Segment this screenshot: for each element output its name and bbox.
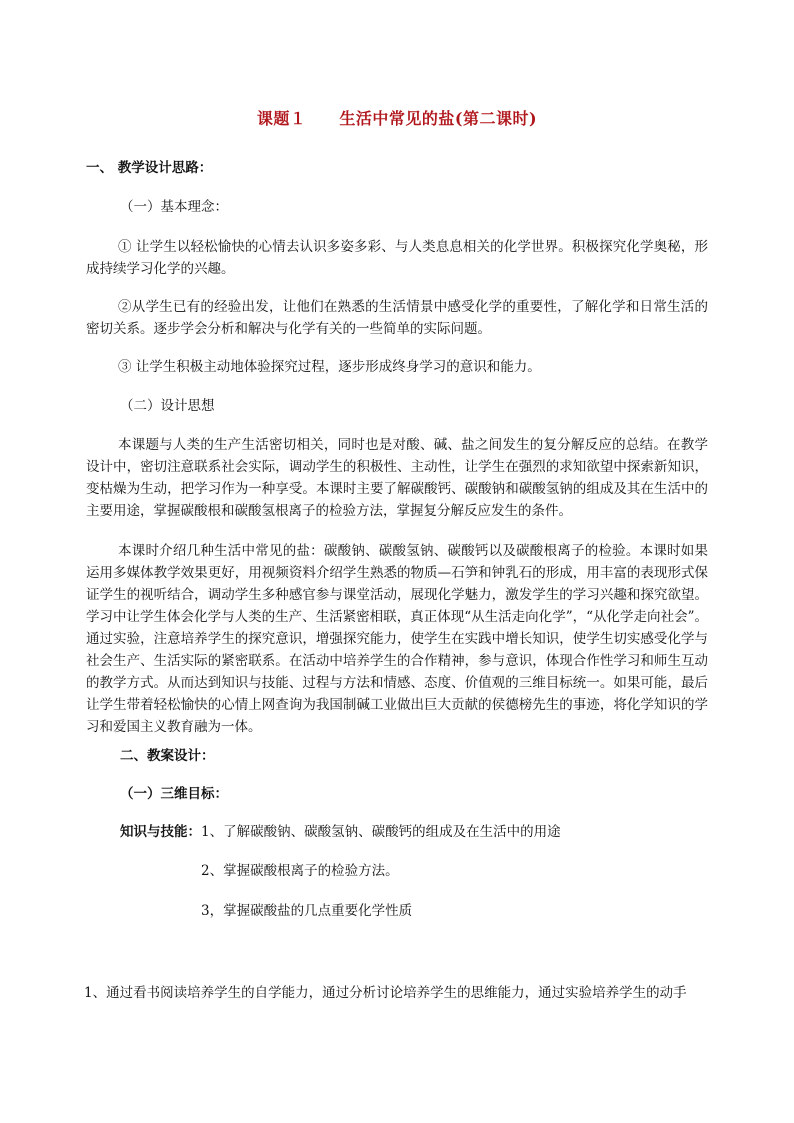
knowledge-skills-row	[120, 822, 561, 842]
knowledge-skills-label: 知识与技能：	[120, 824, 201, 840]
knowledge-item-2: 2、掌握碳酸根离子的检验方法。	[201, 863, 399, 879]
principle-item-2: ②从学生已有的经验出发，让他们在熟悉的生活情景中感受化学的重要性，了解化学和日常生活的密切关系。逐步学会分析和解决与化学有关的一些简单的实际问题。	[86, 299, 708, 337]
section2-sub1-heading: （一）三维目标：	[120, 786, 228, 802]
page-title: 课题１ 生活中常见的盐(第二课时)	[256, 109, 538, 128]
principle-item-3: ③ 让学生积极主动地体验探究过程，逐步形成终身学习的意识和能力。	[118, 359, 541, 375]
design-paragraph-1: 本课题与人类的生产生活密切相关，同时也是对酸、碱、盐之间发生的复分解反应的总结。在教学设计中，密切注意联系社会实际，调动学生的积极性、主动性，让学生在强烈的求知欲望中探索新知识，变枯燥为生动，把学习作为一种享受。本课时主要了解碳酸钙、碳酸钠和碳酸氢钠的组成及其在生活中的主要用途，掌握碳酸根和碳酸氢根离子的检验方法，掌握复分解反应发生的条件。	[86, 437, 708, 519]
section1-heading: 一、 教学设计思路：	[86, 160, 213, 176]
principle-item-1: ① 让学生以轻松愉快的心情去认识多姿多彩、与人类息息相关的化学世界。积极探究化学奥秘，形成持续学习化学的兴趣。	[86, 239, 708, 277]
section1-sub2-heading: （二）设计思想	[120, 398, 215, 414]
process-item-1: 1、通过看书阅读培养学生的自学能力，通过分析讨论培养学生的思维能力，通过实验培养学生的动手	[84, 985, 687, 1001]
knowledge-item-1: 1、了解碳酸钠、碳酸氢钠、碳酸钙的组成及在生活中的用途	[201, 824, 561, 840]
knowledge-item-3: 3，掌握碳酸盐的几点重要化学性质	[201, 903, 413, 919]
section2-heading: 二、教案设计：	[120, 748, 215, 764]
section1-sub1-heading: （一）基本理念：	[120, 199, 228, 215]
design-paragraph-2: 本课时介绍几种生活中常见的盐：碳酸钠、碳酸氢钠、碳酸钙以及碳酸根离子的检验。本课时如果运用多媒体教学效果更好，用视频资料介绍学生熟悉的物质—石笋和钟乳石的形成，用丰富的表现形式保证学生的视听结合，调动学生多种感官参与课堂活动，展现化学魅力，激发学生的学习兴趣和探究欲望。学习中让学生体会化学与人类的生产、生活紧密相联，真正体现“从生活走向化学”，“从化学走向社会”。通过实验，注意培养学生的探究意识，增强探究能力，使学生在实践中增长知识，使学生切实感受化学与社会生产、生活实际的紧密联系。在活动中培养学生的合作精神，参与意识，体现合作性学习和师生互动的教学方式。从而达到知识与技能、过程与方法和情感、态度、价值观的三维目标统一。如果可能，最后让学生带着轻松愉快的心情上网查询为我国制碱工业做出巨大贡献的侯德榜先生的事迹，将化学知识的学习和爱国主义教育融为一体。	[86, 543, 708, 735]
